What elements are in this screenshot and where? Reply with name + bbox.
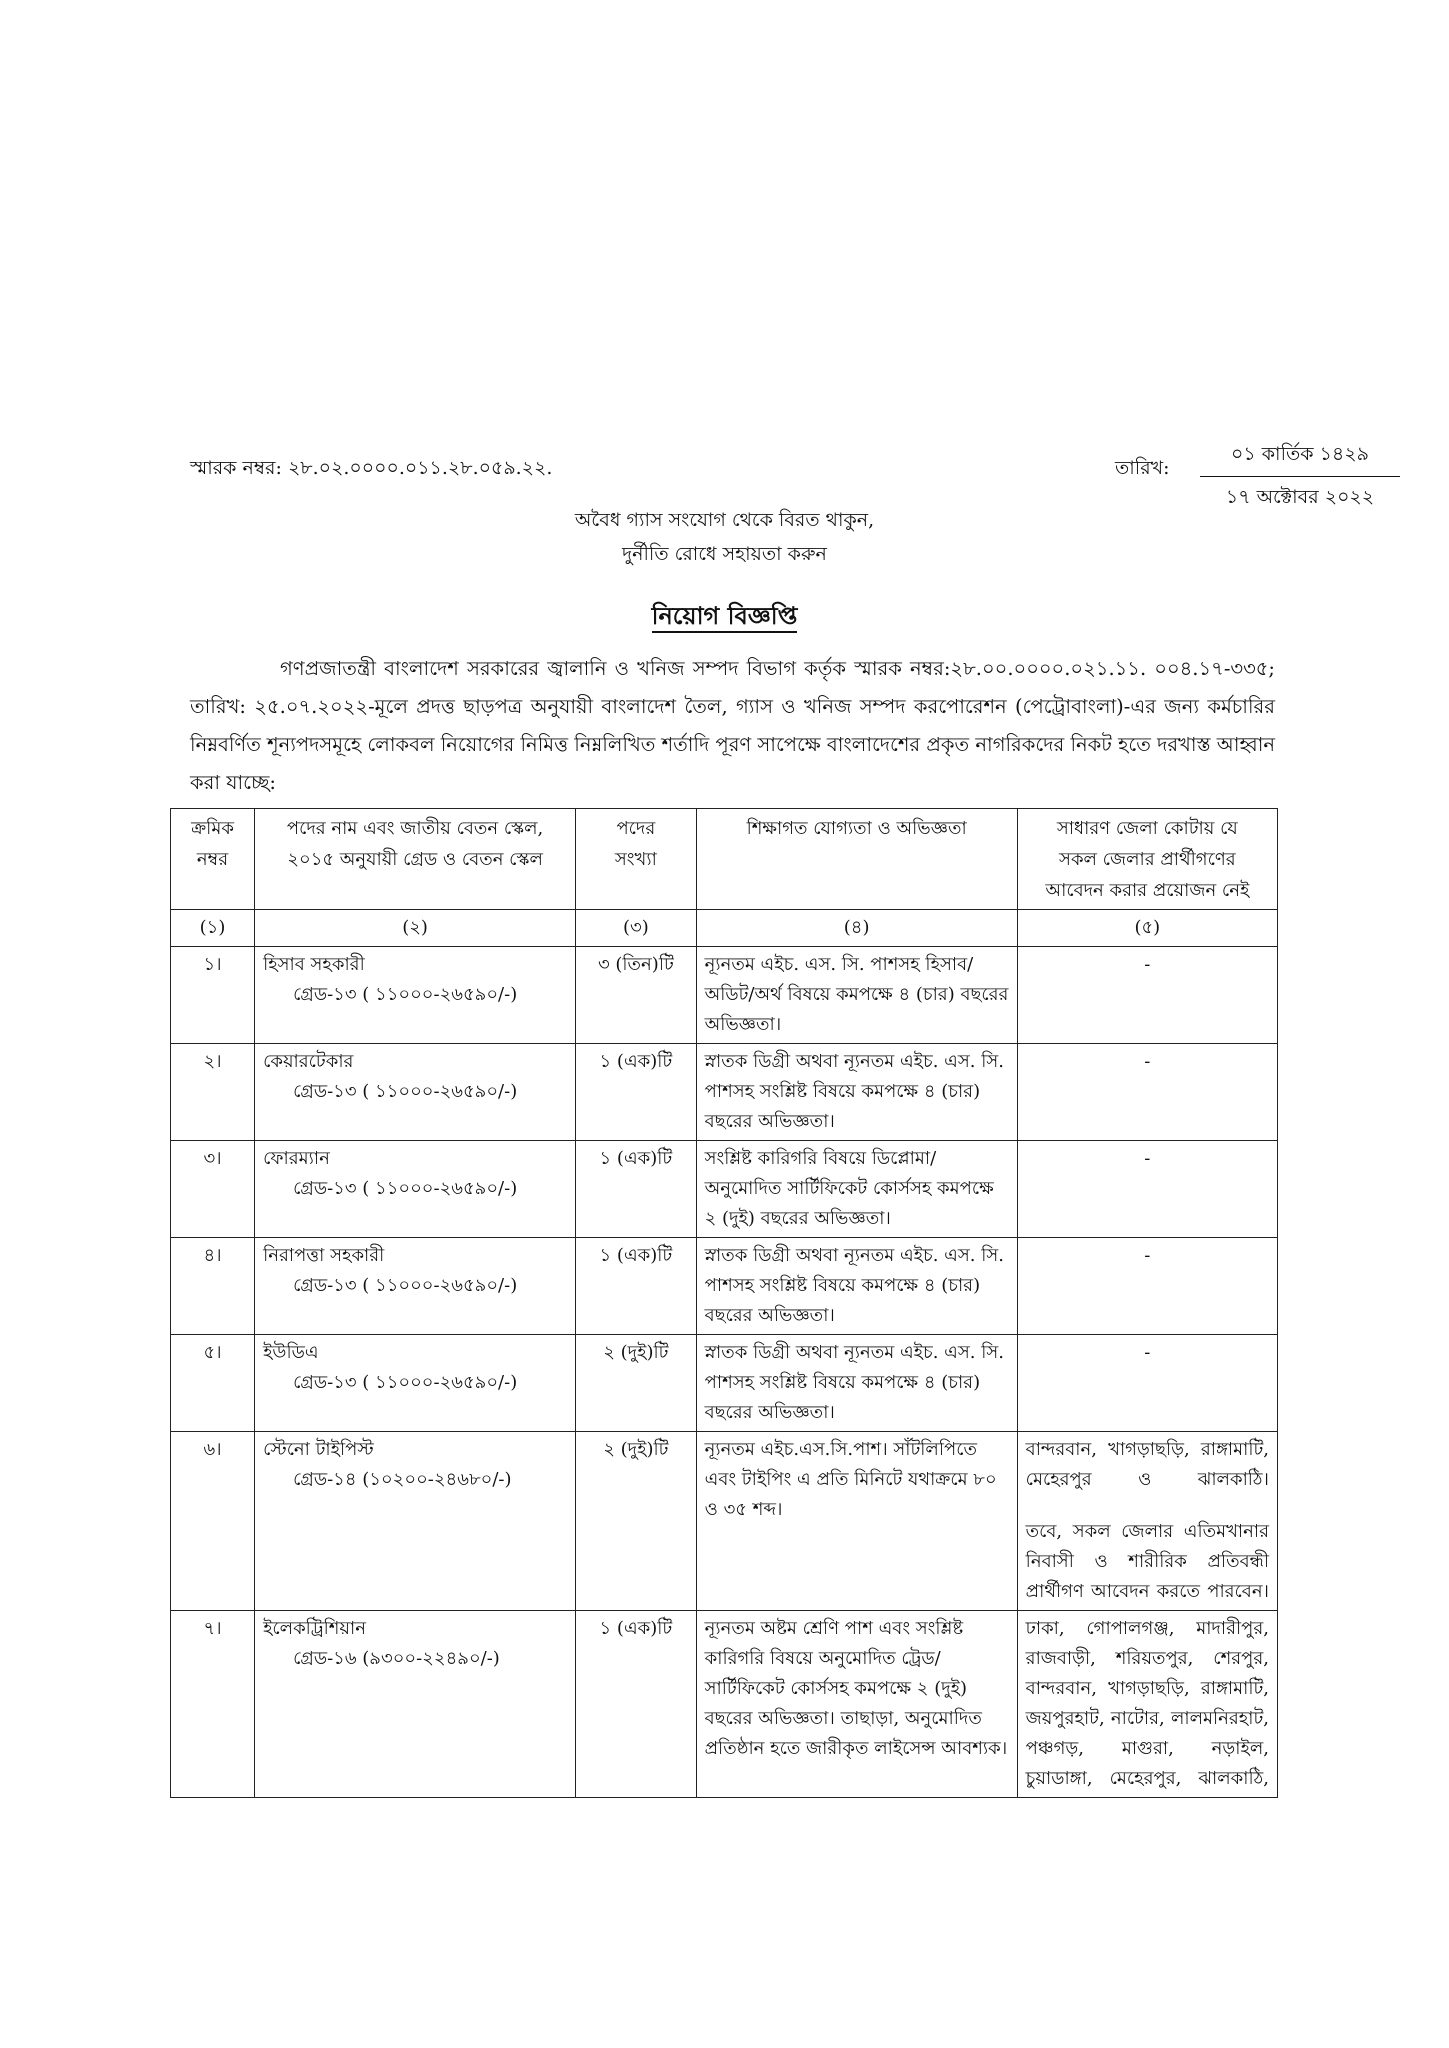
- quota-cell: [1017, 1432, 1277, 1611]
- qualification-cell: ন্যূনতম এইচ. এস. সি. পাশসহ হিসাব/অডিট/অর্থ বিষয়ে কমপক্ষে ৪ (চার) বছরের অভিজ্ঞতা।: [696, 947, 1017, 1044]
- header-quota-line3: আবেদন করার প্রয়োজন নেই: [1045, 880, 1250, 901]
- header-post: [255, 809, 576, 910]
- header-serial-line1: ক্রমিক: [191, 818, 234, 839]
- quota-districts: বান্দরবান, খাগড়াছড়ি, রাঙ্গামাটি, মেহেরপুর ও ঝালকাঠি।: [1025, 1439, 1269, 1490]
- column-number: (২): [255, 910, 576, 947]
- header-count: [576, 809, 697, 910]
- table-header-row: [171, 809, 1278, 910]
- count-cell: ৩ (তিন)টি: [576, 947, 697, 1044]
- memo-header: [190, 440, 1400, 508]
- count-cell: ২ (দুই)টি: [576, 1335, 697, 1432]
- slogan-line-2: দুর্নীতি রোধে সহায়তা করুন: [622, 543, 827, 565]
- post-cell: [255, 1141, 576, 1238]
- table-row: [171, 1611, 1278, 1798]
- quota-cell: -: [1017, 1335, 1277, 1432]
- header-post-line2: ২০১৫ অনুযায়ী গ্রেড ও বেতন স্কেল: [287, 849, 543, 870]
- header-quota-line2: সকল জেলার প্রার্থীগণের: [1059, 849, 1236, 870]
- serial-cell: ৬।: [171, 1432, 255, 1611]
- table-row: [171, 1044, 1278, 1141]
- intro-paragraph: গণপ্রজাতন্ত্রী বাংলাদেশ সরকারের জ্বালানি ও খনিজ সম্পদ বিভাগ কর্তৃক স্মারক নম্বর:২৮.০০.০০০০.০২১.১১. ০০৪.১৭-৩৩৫; তারিখ: ২৫.০৭.২০২২-মূলে প্রদত্ত ছাড়পত্র অনুযায়ী বাংলাদেশ তৈল, গ্যাস ও খনিজ সম্পদ করপোরেশন (পেট্রোবাংলা)-এর জন্য কর্মচারির নিম্নবর্ণিত শূন্যপদসমূহে লোকবল নিয়োগের নিমিত্ত নিম্নলিখিত শর্তাদি পূরণ সাপেক্ষে বাংলাদেশের প্রকৃত নাগরিকদের নিকট হতে দরখাস্ত আহ্বান করা যাচ্ছে:: [190, 657, 1275, 794]
- post-grade: গ্রেড-১৩ ( ১১০০০-২৬৫৯০/-): [293, 1275, 518, 1296]
- column-number-row: [171, 910, 1278, 947]
- quota-cell: [1017, 1611, 1277, 1798]
- memo-number: স্মারক নম্বর: ২৮.০২.০০০০.০১১.২৮.০৫৯.২২.: [190, 457, 553, 479]
- post-name: ইলেকট্রিশিয়ান: [263, 1618, 366, 1639]
- serial-cell: ৫।: [171, 1335, 255, 1432]
- header-post-line1: পদের নাম এবং জাতীয় বেতন স্কেল,: [286, 818, 544, 839]
- qualification-cell: স্নাতক ডিগ্রী অথবা ন্যূনতম এইচ. এস. সি. পাশসহ সংশ্লিষ্ট বিষয়ে কমপক্ষে ৪ (চার) বছরের অভিজ্ঞতা।: [696, 1044, 1017, 1141]
- post-name: ফোরম্যান: [263, 1148, 330, 1169]
- table-row: [171, 1432, 1278, 1611]
- header-count-line1: পদের: [616, 818, 656, 839]
- table-row: [171, 1335, 1278, 1432]
- count-cell: ১ (এক)টি: [576, 1141, 697, 1238]
- vacancy-table: [170, 808, 1278, 1798]
- serial-cell: ৩।: [171, 1141, 255, 1238]
- header-qualification: শিক্ষাগত যোগ্যতা ও অভিজ্ঞতা: [696, 809, 1017, 910]
- quota-cell: -: [1017, 1238, 1277, 1335]
- qualification-cell: সংশ্লিষ্ট কারিগরি বিষয়ে ডিপ্লোমা/অনুমোদিত সার্টিফিকেট কোর্সসহ কমপক্ষে ২ (দুই) বছরের অভিজ্ঞতা।: [696, 1141, 1017, 1238]
- column-number: (৪): [696, 910, 1017, 947]
- header-count-line2: সংখ্যা: [614, 849, 657, 870]
- column-number: (১): [171, 910, 255, 947]
- serial-cell: ৪।: [171, 1238, 255, 1335]
- count-cell: ১ (এক)টি: [576, 1044, 697, 1141]
- table-row: [171, 1238, 1278, 1335]
- qualification-cell: স্নাতক ডিগ্রী অথবা ন্যূনতম এইচ. এস. সি. পাশসহ সংশ্লিষ্ট বিষয়ে কমপক্ষে ৪ (চার) বছরের অভিজ্ঞতা।: [696, 1238, 1017, 1335]
- page-title-text: নিয়োগ বিজ্ঞপ্তি: [652, 601, 798, 633]
- post-grade: গ্রেড-১৩ ( ১১০০০-২৬৫৯০/-): [293, 984, 518, 1005]
- slogan-line-1: অবৈধ গ্যাস সংযোগ থেকে বিরত থাকুন,: [574, 509, 875, 531]
- count-cell: ২ (দুই)টি: [576, 1432, 697, 1611]
- post-name: হিসাব সহকারী: [263, 954, 365, 975]
- serial-cell: ১।: [171, 947, 255, 1044]
- table-row: [171, 947, 1278, 1044]
- page-title: [0, 598, 1449, 638]
- table-row: [171, 1141, 1278, 1238]
- column-number: (৫): [1017, 910, 1277, 947]
- post-name: নিরাপত্তা সহকারী: [263, 1245, 385, 1266]
- slogan: [0, 503, 1449, 571]
- post-name: স্টেনো টাইপিস্ট: [263, 1439, 374, 1460]
- header-serial: [171, 809, 255, 910]
- serial-cell: ২।: [171, 1044, 255, 1141]
- post-grade: গ্রেড-১৩ ( ১১০০০-২৬৫৯০/-): [293, 1081, 518, 1102]
- qualification-cell: স্নাতক ডিগ্রী অথবা ন্যূনতম এইচ. এস. সি. পাশসহ সংশ্লিষ্ট বিষয়ে কমপক্ষে ৪ (চার) বছরের অভিজ্ঞতা।: [696, 1335, 1017, 1432]
- header-quota: [1017, 809, 1277, 910]
- quota-spacer: [1026, 1495, 1269, 1517]
- post-cell: [255, 1335, 576, 1432]
- quota-note: তবে, সকল জেলার এতিমখানার নিবাসী ও শারীরিক প্রতিবন্ধী প্রার্থীগণ আবেদন করতে পারবেন।: [1025, 1521, 1269, 1602]
- post-name: কেয়ারটেকার: [263, 1051, 354, 1072]
- post-name: ইউডিএ: [263, 1342, 319, 1363]
- column-number: (৩): [576, 910, 697, 947]
- post-grade: গ্রেড-১৩ ( ১১০০০-২৬৫৯০/-): [293, 1372, 518, 1393]
- quota-cell: -: [1017, 1044, 1277, 1141]
- post-cell: [255, 1432, 576, 1611]
- header-serial-line2: নম্বর: [196, 849, 229, 870]
- post-grade: গ্রেড-১৪ (১০২০০-২৪৬৮০/-): [293, 1469, 512, 1490]
- post-cell: [255, 1611, 576, 1798]
- header-quota-line1: সাধারণ জেলা কোটায় যে: [1056, 818, 1238, 839]
- post-cell: [255, 947, 576, 1044]
- post-grade: গ্রেড-১৩ ( ১১০০০-২৬৫৯০/-): [293, 1178, 518, 1199]
- quota-cell: -: [1017, 1141, 1277, 1238]
- qualification-cell: ন্যূনতম এইচ.এস.সি.পাশ। সাঁটলিপিতে এবং টাইপিং এ প্রতি মিনিটে যথাক্রমে ৮০ ও ৩৫ শব্দ।: [696, 1432, 1017, 1611]
- qualification-cell: ন্যূনতম অষ্টম শ্রেণি পাশ এবং সংশ্লিষ্ট কারিগরি বিষয়ে অনুমোদিত ট্রেড/সার্টিফিকেট কোর্সসহ কমপক্ষে ২ (দুই) বছরের অভিজ্ঞতা। তাছাড়া, অনুমোদিত প্রতিষ্ঠান হতে জারীকৃত লাইসেন্স আবশ্যক।: [696, 1611, 1017, 1798]
- count-cell: ১ (এক)টি: [576, 1611, 697, 1798]
- count-cell: ১ (এক)টি: [576, 1238, 697, 1335]
- date-english: ১৭ অক্টোবর ২০২২: [1225, 486, 1375, 508]
- post-cell: [255, 1238, 576, 1335]
- quota-districts: ঢাকা, গোপালগঞ্জ, মাদারীপুর, রাজবাড়ী, শরিয়তপুর, শেরপুর, বান্দরবান, খাগড়াছড়ি, রাঙ্গামাটি, জয়পুরহাট, নাটোর, লালমনিরহাট, পঞ্চগড়, মাগুরা, নড়াইল, চুয়াডাঙ্গা, মেহেরপুর, ঝালকাঠি,: [1025, 1618, 1269, 1789]
- date-bangla: ০১ কার্তিক ১৪২৯: [1200, 440, 1400, 477]
- serial-cell: ৭।: [171, 1611, 255, 1798]
- post-cell: [255, 1044, 576, 1141]
- date-label: তারিখ:: [1115, 457, 1170, 479]
- quota-cell: -: [1017, 947, 1277, 1044]
- post-grade: গ্রেড-১৬ (৯৩০০-২২৪৯০/-): [293, 1648, 500, 1669]
